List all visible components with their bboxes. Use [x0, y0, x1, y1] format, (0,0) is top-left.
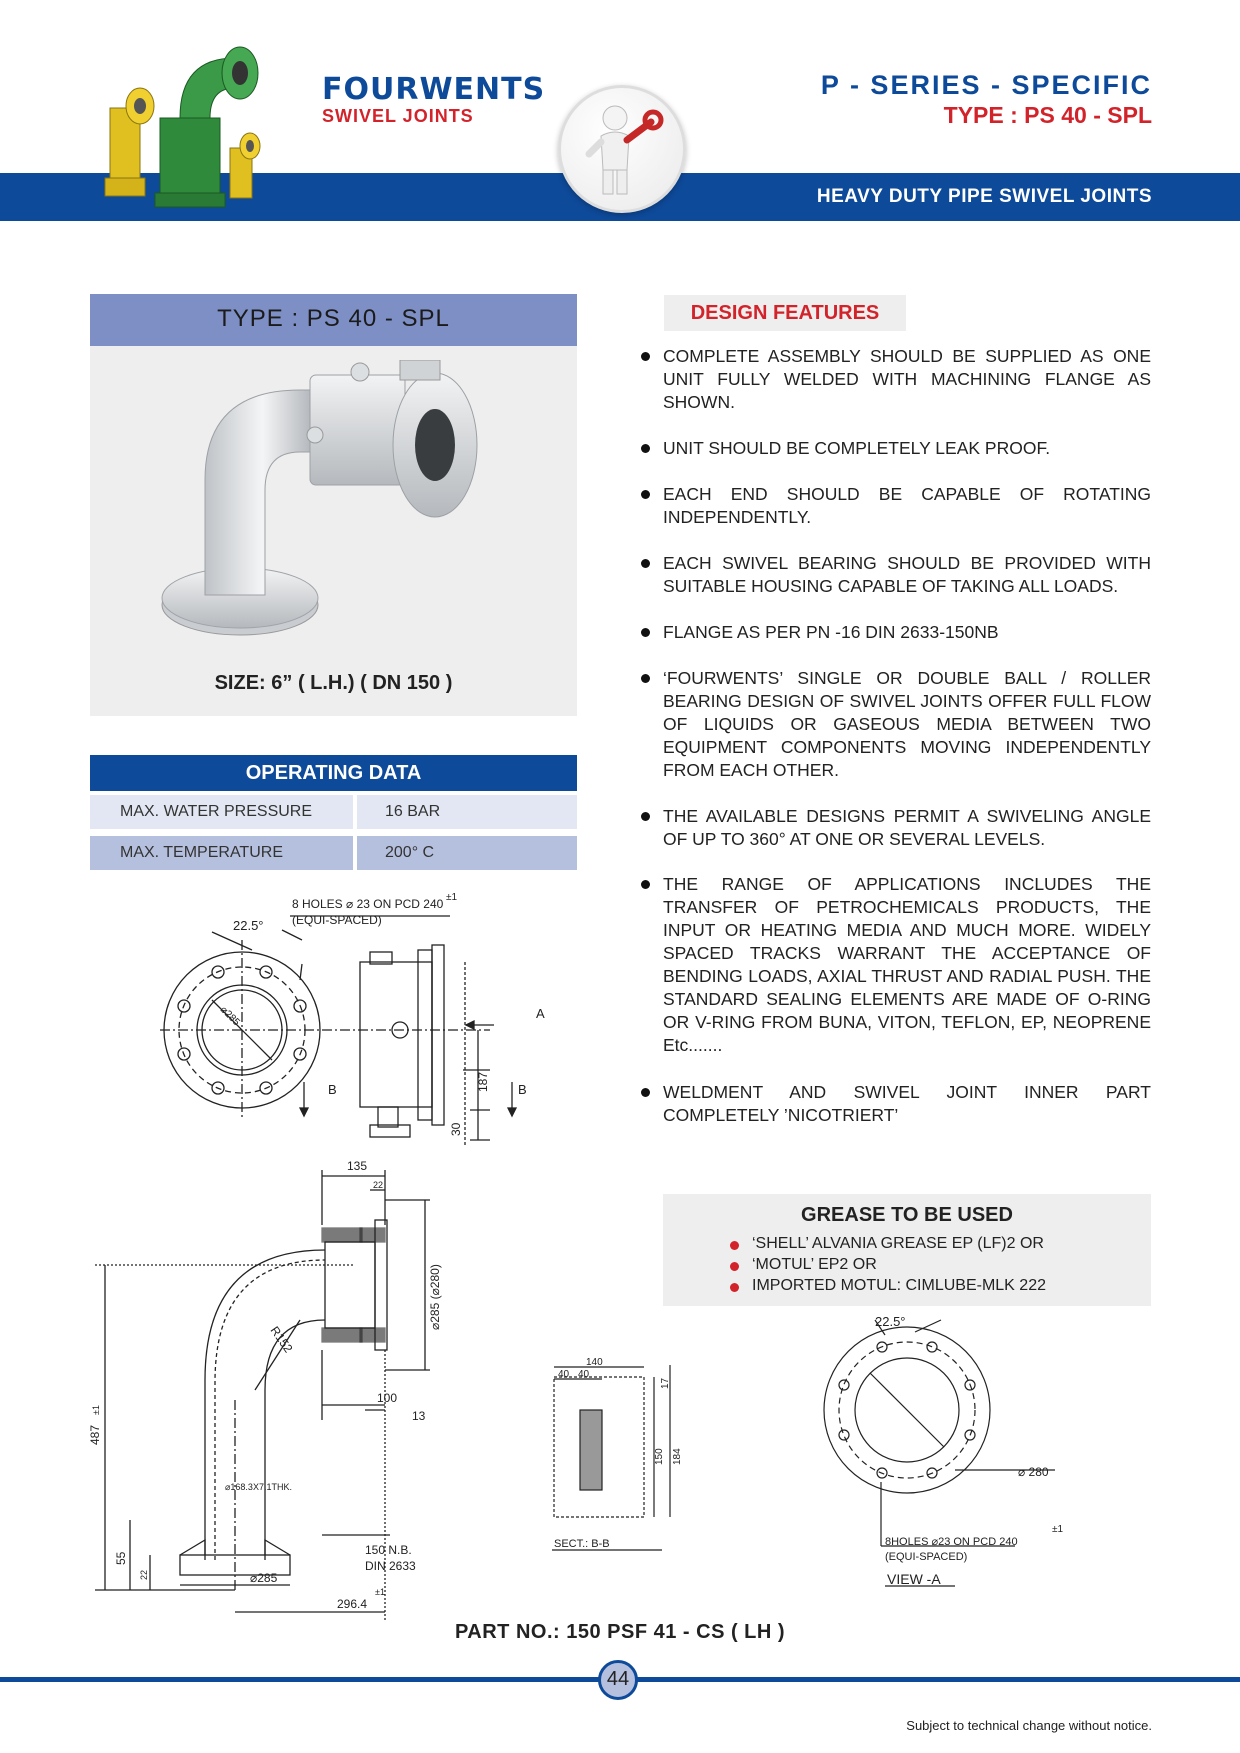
label-r152: R152 — [267, 1323, 296, 1356]
label-30: 30 — [449, 1122, 463, 1136]
bullet-icon — [641, 352, 650, 361]
label-187: 187 — [476, 1071, 490, 1092]
design-features-title: DESIGN FEATURES — [690, 302, 880, 324]
feature-item: EACH SWIVEL BEARING SHOULD BE PROVIDED WITH SUITABLE HOUSING CAPABLE OF TAKING ALL LOADS. — [663, 553, 1151, 596]
bullet-icon — [641, 1088, 650, 1097]
drawing-elbow-section — [85, 1160, 495, 1620]
label-13: 13 — [412, 1409, 426, 1423]
disclaimer: Subject to technical change without notice. — [906, 1718, 1152, 1733]
feature-item: ‘FOURWENTS’ SINGLE OR DOUBLE BALL / ROLLER BEARING DESIGN OF SWIVEL JOINTS OFFER FULL FLOW OF LIQUIDS OR GASEOUS MEDIA BETWEEN TWO EQUIPMENT COMPONENTS MOVING INDEPENDENTLY FROM EACH OTHER. — [663, 668, 1151, 780]
label-150: 150 — [654, 1448, 665, 1465]
feature-item: THE AVAILABLE DESIGNS PERMIT A SWIVELING ANGLE OF UP TO 360° AT ONE OR SEVERAL LEVELS. — [663, 806, 1151, 849]
op-value-pressure: 16 BAR — [357, 795, 577, 829]
label-184: 184 — [672, 1448, 683, 1465]
label-holes-view: 8HOLES ⌀23 ON PCD 240 — [885, 1536, 1018, 1548]
op-value-temperature: 200° C — [357, 836, 577, 870]
label-angle-view: 22.5° — [875, 1314, 906, 1329]
product-photo-swivel-joint — [160, 360, 530, 660]
label-22b: 22 — [139, 1569, 149, 1580]
label-285-280: ⌀285 (⌀280) — [428, 1264, 442, 1330]
operating-data-title: OPERATING DATA — [245, 762, 422, 784]
label-sect-bb: SECT.: B-B — [554, 1538, 610, 1550]
op-label-temperature: MAX. TEMPERATURE — [90, 836, 353, 870]
label-angle-top: 22.5° — [233, 918, 264, 933]
feature-item: THE RANGE OF APPLICATIONS INCLUDES THE TRANSFER OF PETROCHEMICALS PRODUCTS, THE INPUT OR HEATING MEDIA AND MUCH MORE. WIDELY SPACED TRACKS WARRANT THE ACCEPTANCE OF BENDING LOADS, AXIAL THRUST AND RADIAL PUSH. THE STANDARD SEALING ELEMENTS ARE MADE OF O-RING OR V-RING FROM BUNA, VITON, TEFLON, EP, NEOPRENE Etc....... — [663, 874, 1151, 1055]
feature-item: UNIT SHOULD BE COMPLETELY LEAK PROOF. — [663, 438, 1051, 458]
bullet-icon — [641, 444, 650, 453]
label-tol: ±1 — [446, 892, 458, 903]
bullet-icon — [641, 490, 650, 499]
label-17: 17 — [660, 1377, 671, 1389]
product-title: TYPE : PS 40 - SPL — [217, 305, 450, 332]
series-title: P - SERIES - SPECIFIC — [820, 70, 1152, 100]
label-view-a: VIEW -A — [887, 1571, 941, 1587]
header-subtitle: HEAVY DUTY PIPE SWIVEL JOINTS — [816, 186, 1152, 207]
label-b-left: B — [328, 1082, 337, 1097]
red-bullet-icon — [730, 1262, 739, 1271]
brand-product-image — [100, 38, 280, 213]
label-22: 22 — [373, 1180, 384, 1190]
label-140: 140 — [586, 1357, 603, 1368]
feature-item: EACH END SHOULD BE CAPABLE OF ROTATING INDEPENDENTLY. — [663, 484, 1151, 527]
label-40b: 40 — [578, 1369, 590, 1380]
red-bullet-icon — [730, 1283, 739, 1292]
series-type: TYPE : PS 40 - SPL — [943, 102, 1152, 128]
brand-tagline: SWIVEL JOINTS — [322, 106, 474, 126]
bullet-icon — [641, 812, 650, 821]
drawing-section-bb — [550, 1355, 690, 1555]
feature-item: FLANGE AS PER PN -16 DIN 2633-150NB — [663, 622, 999, 642]
page-number: 44 — [606, 1668, 630, 1690]
bullet-icon — [641, 674, 650, 683]
label-285b: ⌀285 — [250, 1571, 278, 1585]
label-equi-top: (EQUI-SPACED) — [292, 913, 382, 927]
op-label-pressure: MAX. WATER PRESSURE — [90, 795, 353, 829]
label-pipe: ⌀168.3X7.1THK. — [225, 1482, 292, 1492]
bullet-icon — [641, 559, 650, 568]
grease-item: ‘SHELL’ ALVANIA GREASE EP (LF)2 OR — [752, 1235, 1044, 1252]
feature-item: COMPLETE ASSEMBLY SHOULD BE SUPPLIED AS ONE UNIT FULLY WELDED WITH MACHINING FLANGE AS SHOWN. — [663, 346, 1151, 412]
label-487: 487 — [88, 1424, 102, 1445]
product-size: SIZE: 6” ( L.H.) ( DN 150 ) — [214, 672, 453, 694]
mascot-wrench-icon — [558, 85, 686, 213]
label-40a: 40 — [558, 1369, 570, 1380]
label-din: DIN 2633 — [365, 1559, 416, 1573]
label-55: 55 — [114, 1551, 128, 1565]
label-100: 100 — [377, 1391, 398, 1405]
grease-title: GREASE TO BE USED — [801, 1204, 1013, 1226]
label-487-tol: ±1 — [91, 1405, 101, 1415]
label-296: 296.4 — [337, 1597, 368, 1611]
grease-item: IMPORTED MOTUL: CIMLUBE-MLK 222 — [752, 1277, 1046, 1294]
label-nb: 150 N.B. — [365, 1543, 412, 1557]
feature-item: WELDMENT AND SWIVEL JOINT INNER PART COMPLETELY ’NICOTRIERT’ — [663, 1082, 1151, 1125]
label-holes-top: 8 HOLES ⌀ 23 ON PCD 240 — [292, 897, 444, 911]
bullet-icon — [641, 628, 650, 637]
bullet-icon — [641, 880, 650, 889]
red-bullet-icon — [730, 1241, 739, 1250]
label-holes-view-tol: ±1 — [1052, 1524, 1064, 1535]
brand-name: FOURWENTS — [322, 72, 546, 107]
label-dia-280: ⌀ 280 — [1018, 1465, 1049, 1479]
drawing-side-view — [160, 880, 570, 1150]
label-135: 135 — [347, 1160, 368, 1173]
label-dia-285: ⌀285 — [217, 1004, 242, 1029]
label-a: A — [536, 1006, 545, 1021]
drawing-view-a — [815, 1310, 1075, 1595]
grease-item: ‘MOTUL’ EP2 OR — [752, 1256, 877, 1273]
label-296-tol: ±1 — [375, 1587, 385, 1597]
label-equi-view: (EQUI-SPACED) — [885, 1551, 968, 1563]
part-number: PART NO.: 150 PSF 41 - CS ( LH ) — [454, 1621, 786, 1643]
label-b-right: B — [518, 1082, 527, 1097]
